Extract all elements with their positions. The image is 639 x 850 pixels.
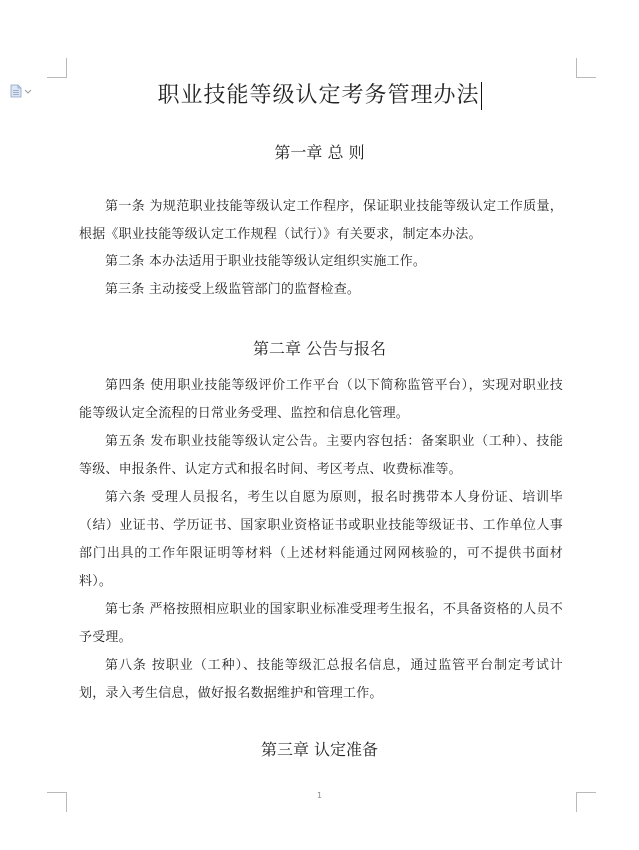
article-paragraph: 第八条 按职业（工种）、技能等级汇总报名信息，通过监管平台制定考试计划，录入考生信息，做好报名数据维护和管理工作。: [79, 658, 563, 701]
article-paragraph: 第六条 受理人员报名，考生以自愿为原则，报名时携带本人身份证、培训毕（结）业证书、学历证书、国家职业资格证书或职业技能等级证书、工作单位人事部门出具的工作年限证明等材料（上述材料能通过网网核验的，可不提供书面材料）。: [79, 490, 563, 589]
page-number: 1: [316, 791, 323, 800]
article-paragraph: 第二条 本办法适用于职业技能等级认定组织实施工作。: [105, 254, 427, 269]
text-caret: [481, 82, 482, 110]
chapter-heading: 第三章 认定准备: [260, 740, 379, 759]
article-paragraph: 第三条 主动接受上级监管部门的监督检查。: [105, 282, 361, 297]
chapter-heading: 第一章 总 则: [274, 143, 365, 162]
article-paragraph: 第五条 发布职业技能等级认定公告。主要内容包括：备案职业（工种）、技能等级、申报条件、认定方式和报名时间、考区考点、收费标准等。: [79, 434, 563, 477]
article-paragraph: 第四条 使用职业技能等级评价工作平台（以下简称监管平台），实现对职业技能等级认定全流程的日常业务受理、监控和信息化管理。: [79, 378, 563, 421]
article-paragraph: 第七条 严格按照相应职业的国家职业标准受理考生报名，不具备资格的人员不予受理。: [79, 602, 563, 645]
crop-mark-top-right: [576, 58, 596, 78]
crop-mark-top-left: [47, 58, 67, 78]
article-paragraph: 第一条 为规范职业技能等级认定工作程序，保证职业技能等级认定工作质量，根据《职业技能等级认定工作规程（试行）》有关要求，制定本办法。: [79, 199, 563, 242]
document-title[interactable]: 职业技能等级认定考务管理办法: [157, 83, 480, 108]
chapter-heading: 第二章 公告与报名: [252, 339, 387, 358]
